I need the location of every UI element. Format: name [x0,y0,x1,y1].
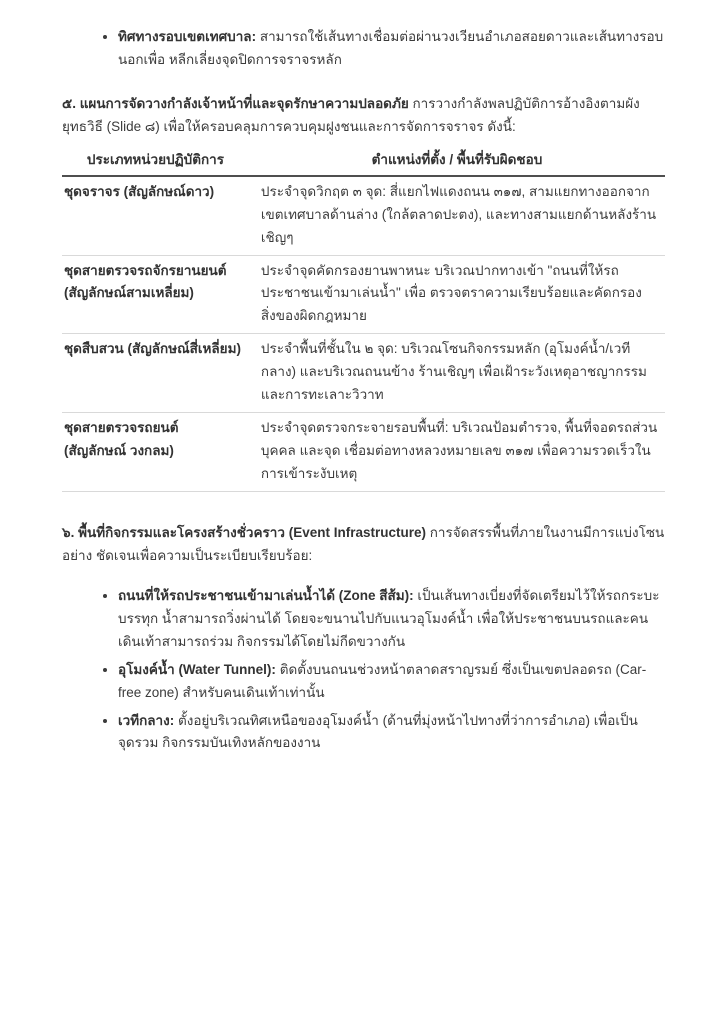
bullet-label: เวทีกลาง: [118,712,175,728]
section-5-text: การวางกำลังพลปฏิบัติการอ้างอิงตามผังยุทธวิธี (Slide ๘) เพื่อให้ครอบคลุมการควบคุมฝูงชนและการจัดการจราจร ดังนี้: [62,95,640,134]
bullet-text: ตั้งอยู่บริเวณทิศเหนือของอุโมงค์น้ำ (ด้านที่มุ่งหน้าไปทางที่ว่าการอำเภอ) เพื่อเป็นจุดรวม กิจกรรมบันเทิงหลักของงาน [118,712,638,751]
bullet-label: ทิศทางรอบเขตเทศบาล: [118,29,257,44]
bullet-text: สามารถใช้เส้นทางเชื่อมต่อผ่านวงเวียนอำเภอสอยดาวและเส้นทางรอบนอกเพื่อ หลีกเลี่ยงจุดปิดการจราจรหลัก [118,29,664,67]
detail-cell: ประจำจุดวิกฤต ๓ จุด: สี่แยกไฟแดงถนน ๓๑๗, สามแยกทางออกจากเขตเทศบาลด้านล่าง (ใกล้ตลาดปะตง), และทางสามแยกด้านหลังร้านเชิญๆ [249,176,665,255]
route-direction-list [62,26,665,72]
unit-cell: ชุดสายตรวจรถยนต์ (สัญลักษณ์ วงกลม) [62,413,249,492]
section-5-title: ๕. แผนการจัดวางกำลังเจ้าหน้าที่และจุดรักษาความปลอดภัย [62,95,409,111]
personnel-deployment-table [62,148,665,492]
table-header-row [62,148,665,176]
table-row [62,255,665,334]
section-6-heading [62,522,665,568]
zone-bullet-water-tunnel [118,659,665,705]
unit-cell: ชุดสืบสวน (สัญลักษณ์สี่เหลี่ยม) [62,334,249,413]
table-row [62,413,665,492]
bullet-label: ถนนที่ให้รถประชาชนเข้ามาเล่นน้ำได้ (Zone สีส้ม): [118,587,414,603]
bullet-text: ติดตั้งบนถนนช่วงหน้าตลาดสราญรมย์ ซึ่งเป็นเขตปลอดรถ (Car-free zone) สำหรับคนเดินเท้าเท่านั้น [118,661,647,700]
table-row [62,334,665,413]
table-header-location: ตำแหน่งที่ตั้ง / พื้นที่รับผิดชอบ [249,148,665,176]
zone-bullet-orange-road [118,585,665,654]
bullet-text: เป็นเส้นทางเบี่ยงที่จัดเตรียมไว้ให้รถกระบะบรรทุก น้ำสามารถวิ่งผ่านได้ โดยจะขนานไปกับแนวอุโมงค์น้ำ เพื่อให้ประชาชนบนรถและคนเดินเท้าสามารถร่วม กิจกรรมได้โดยไม่กีดขวางกัน [118,587,660,649]
zone-list [62,585,665,756]
table-row [62,176,665,255]
section-6-text: การจัดสรรพื้นที่ภายในงานมีการแบ่งโซนอย่าง ชัดเจนเพื่อความเป็นระเบียบเรียบร้อย: [62,524,665,563]
unit-cell: ชุดจราจร (สัญลักษณ์ดาว) [62,176,249,255]
unit-cell: ชุดสายตรวจรถจักรยานยนต์ (สัญลักษณ์สามเหลี่ยม) [62,255,249,334]
section-5-heading [62,93,665,139]
table-header-unit-type: ประเภทหน่วยปฏิบัติการ [62,148,249,176]
detail-cell: ประจำพื้นที่ชั้นใน ๒ จุด: บริเวณโซนกิจกรรมหลัก (อุโมงค์น้ำ/เวทีกลาง) และบริเวณถนนข้าง ร้านเชิญๆ เพื่อเฝ้าระวังเหตุอาชญากรรมและการทะเลาะวิวาท [249,334,665,413]
zone-bullet-main-stage [118,710,665,756]
bullet-label: อุโมงค์น้ำ (Water Tunnel): [118,661,276,677]
section-6-title: ๖. พื้นที่กิจกรรมและโครงสร้างชั่วคราว (Event Infrastructure) [62,524,426,540]
detail-cell: ประจำจุดคัดกรองยานพาหนะ บริเวณปากทางเข้า "ถนนที่ให้รถประชาชนเข้ามาเล่นน้ำ" เพื่อ ตรวจตราความเรียบร้อยและคัดกรองสิ่งของผิดกฎหมาย [249,255,665,334]
detail-cell: ประจำจุดตรวจกระจายรอบพื้นที่: บริเวณป้อมตำรวจ, พื้นที่จอดรถส่วนบุคคล และจุด เชื่อมต่อทางหลวงหมายเลข ๓๑๗ เพื่อความรวดเร็วในการเข้าระงับเหตุ [249,413,665,492]
route-direction-bullet [118,26,665,72]
